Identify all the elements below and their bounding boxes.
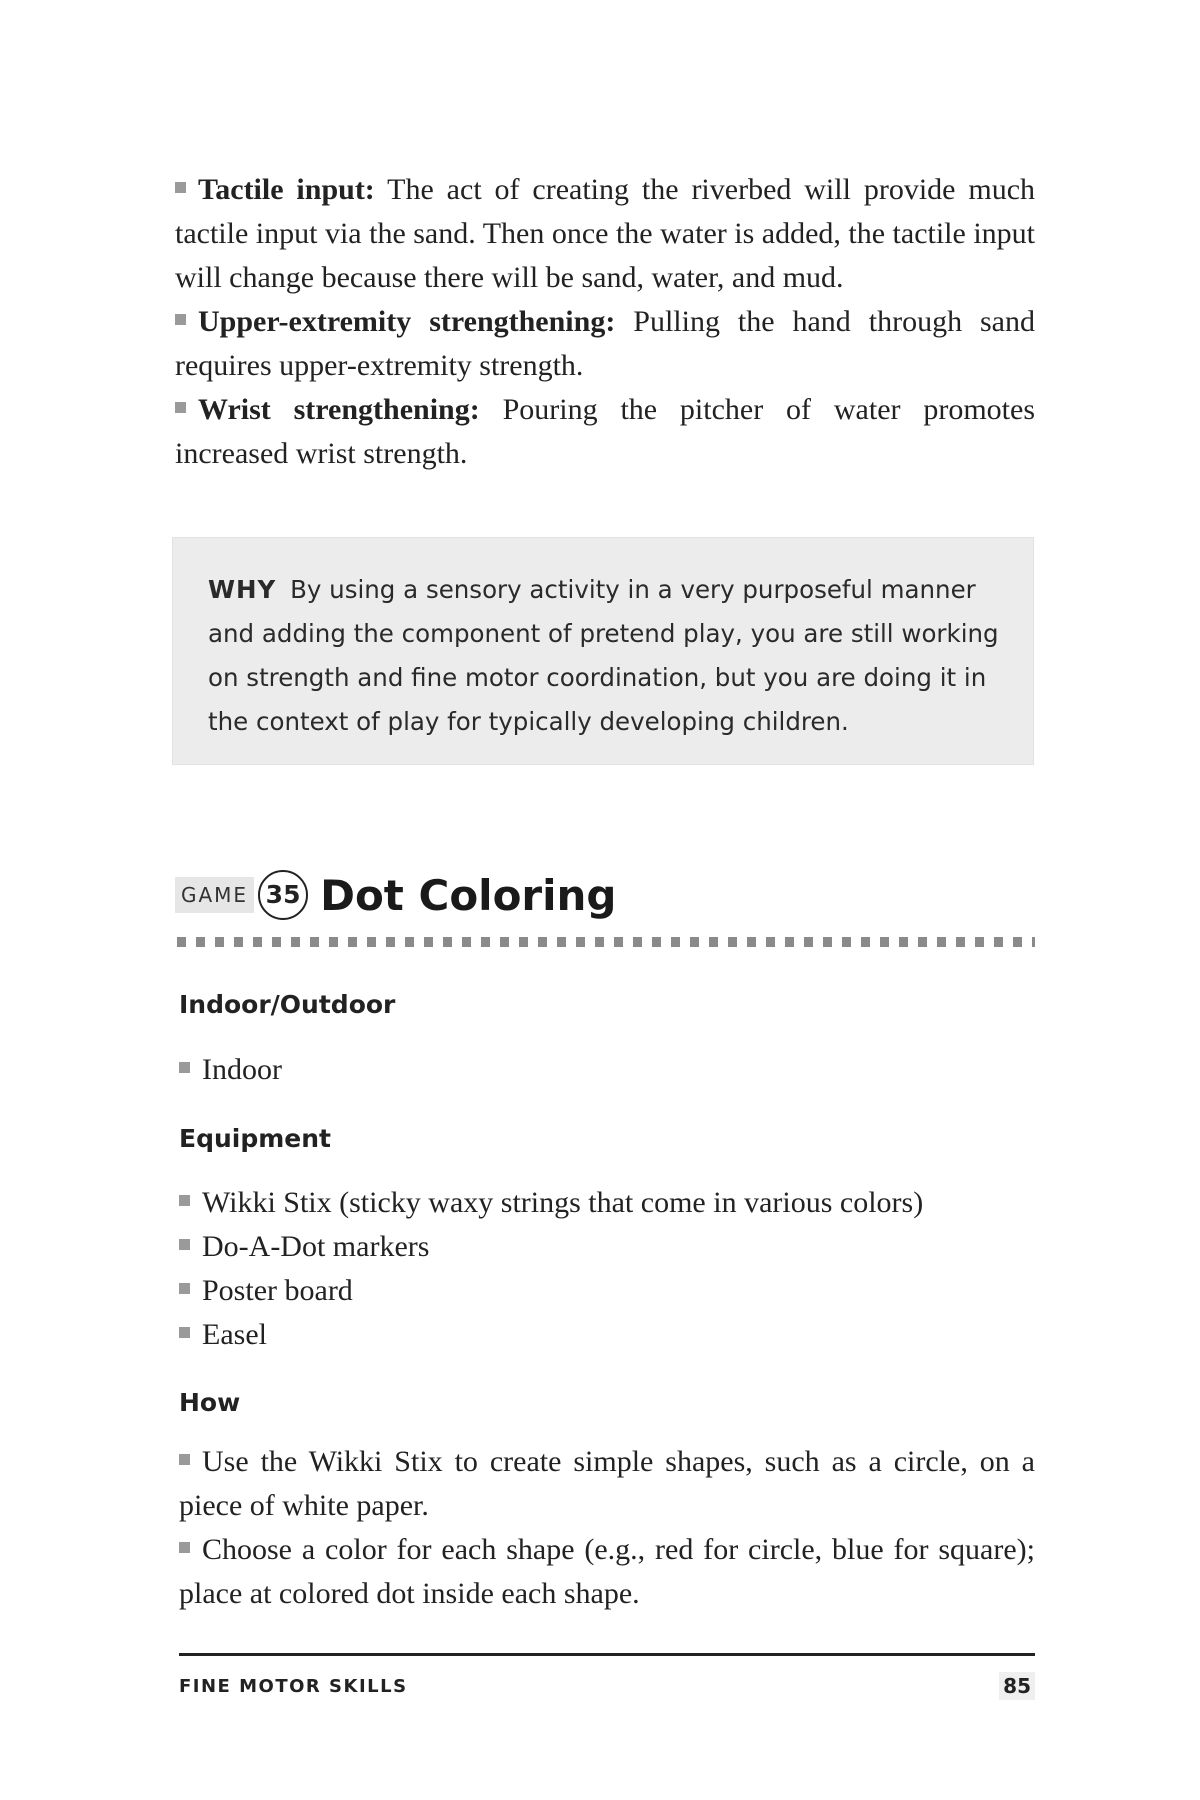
square-bullet-icon [179,1062,190,1073]
list-item-text: Choose a color for each shape (e.g., red for circle, blue for square); place at colored dot inside each shape. [179,1533,1035,1610]
list-item-text: Wikki Stix (sticky waxy strings that come in various colors) [202,1186,924,1219]
list-item [179,1227,429,1267]
why-paragraph [208,568,1003,744]
game-label: GAME [175,877,254,913]
list-item [179,1271,353,1311]
game-title: Dot Coloring [320,870,617,920]
list-item-text: Poster board [202,1274,353,1307]
footer-rule [179,1653,1035,1656]
running-footer-section: FINE MOTOR SKILLS [179,1676,408,1697]
dotted-divider [177,937,1035,947]
square-bullet-icon [179,1195,190,1206]
bullet-text: Pulling the hand through sand requires upper-extremity strength. [175,305,1035,382]
square-bullet-icon [175,402,186,413]
list-item-text: Easel [202,1318,267,1351]
square-bullet-icon [179,1283,190,1294]
list-item [179,1440,1035,1528]
game-heading [175,860,617,930]
bullet-text: The act of creating the riverbed will provide much tactile input via the sand. Then once the water is added, the tactile input will change because there will be sand, water, and mud. [175,173,1036,294]
bullet-lead: Tactile input: [198,173,375,206]
section-heading-equipment: Equipment [179,1124,331,1153]
bullet-wrist [175,388,1035,476]
square-bullet-icon [179,1327,190,1338]
list-item [179,1183,923,1223]
bullet-upper-extremity [175,300,1035,388]
bullet-lead: Wrist strengthening: [198,393,480,426]
square-bullet-icon [179,1454,190,1465]
square-bullet-icon [175,182,186,193]
why-callout [172,537,1034,765]
bullet-lead: Upper-extremity strengthening: [198,305,616,338]
list-item-text: Indoor [202,1053,282,1086]
list-item [179,1528,1035,1616]
bullet-tactile [175,168,1035,300]
square-bullet-icon [179,1542,190,1553]
how-steps [179,1440,1035,1616]
square-bullet-icon [179,1239,190,1250]
list-item-text: Use the Wikki Stix to create simple shapes, such as a circle, on a piece of white paper. [179,1445,1035,1522]
section-heading-indoor-outdoor: Indoor/Outdoor [179,990,396,1019]
page-number: 85 [999,1672,1035,1700]
why-text: By using a sensory activity in a very purposeful manner and adding the component of pretend play, you are still working on strength and fine motor coordination, but you are doing it in the context of play for typically developing children. [208,575,999,736]
section-heading-how: How [179,1388,241,1417]
list-item [179,1050,282,1090]
intro-bullets [175,168,1035,476]
why-label: WHY [208,575,277,604]
game-number-badge: 35 [258,870,308,920]
square-bullet-icon [175,314,186,325]
list-item-text: Do-A-Dot markers [202,1230,430,1263]
bullet-text: Pouring the pitcher of water promotes increased wrist strength. [175,393,1035,470]
list-item [179,1315,267,1355]
